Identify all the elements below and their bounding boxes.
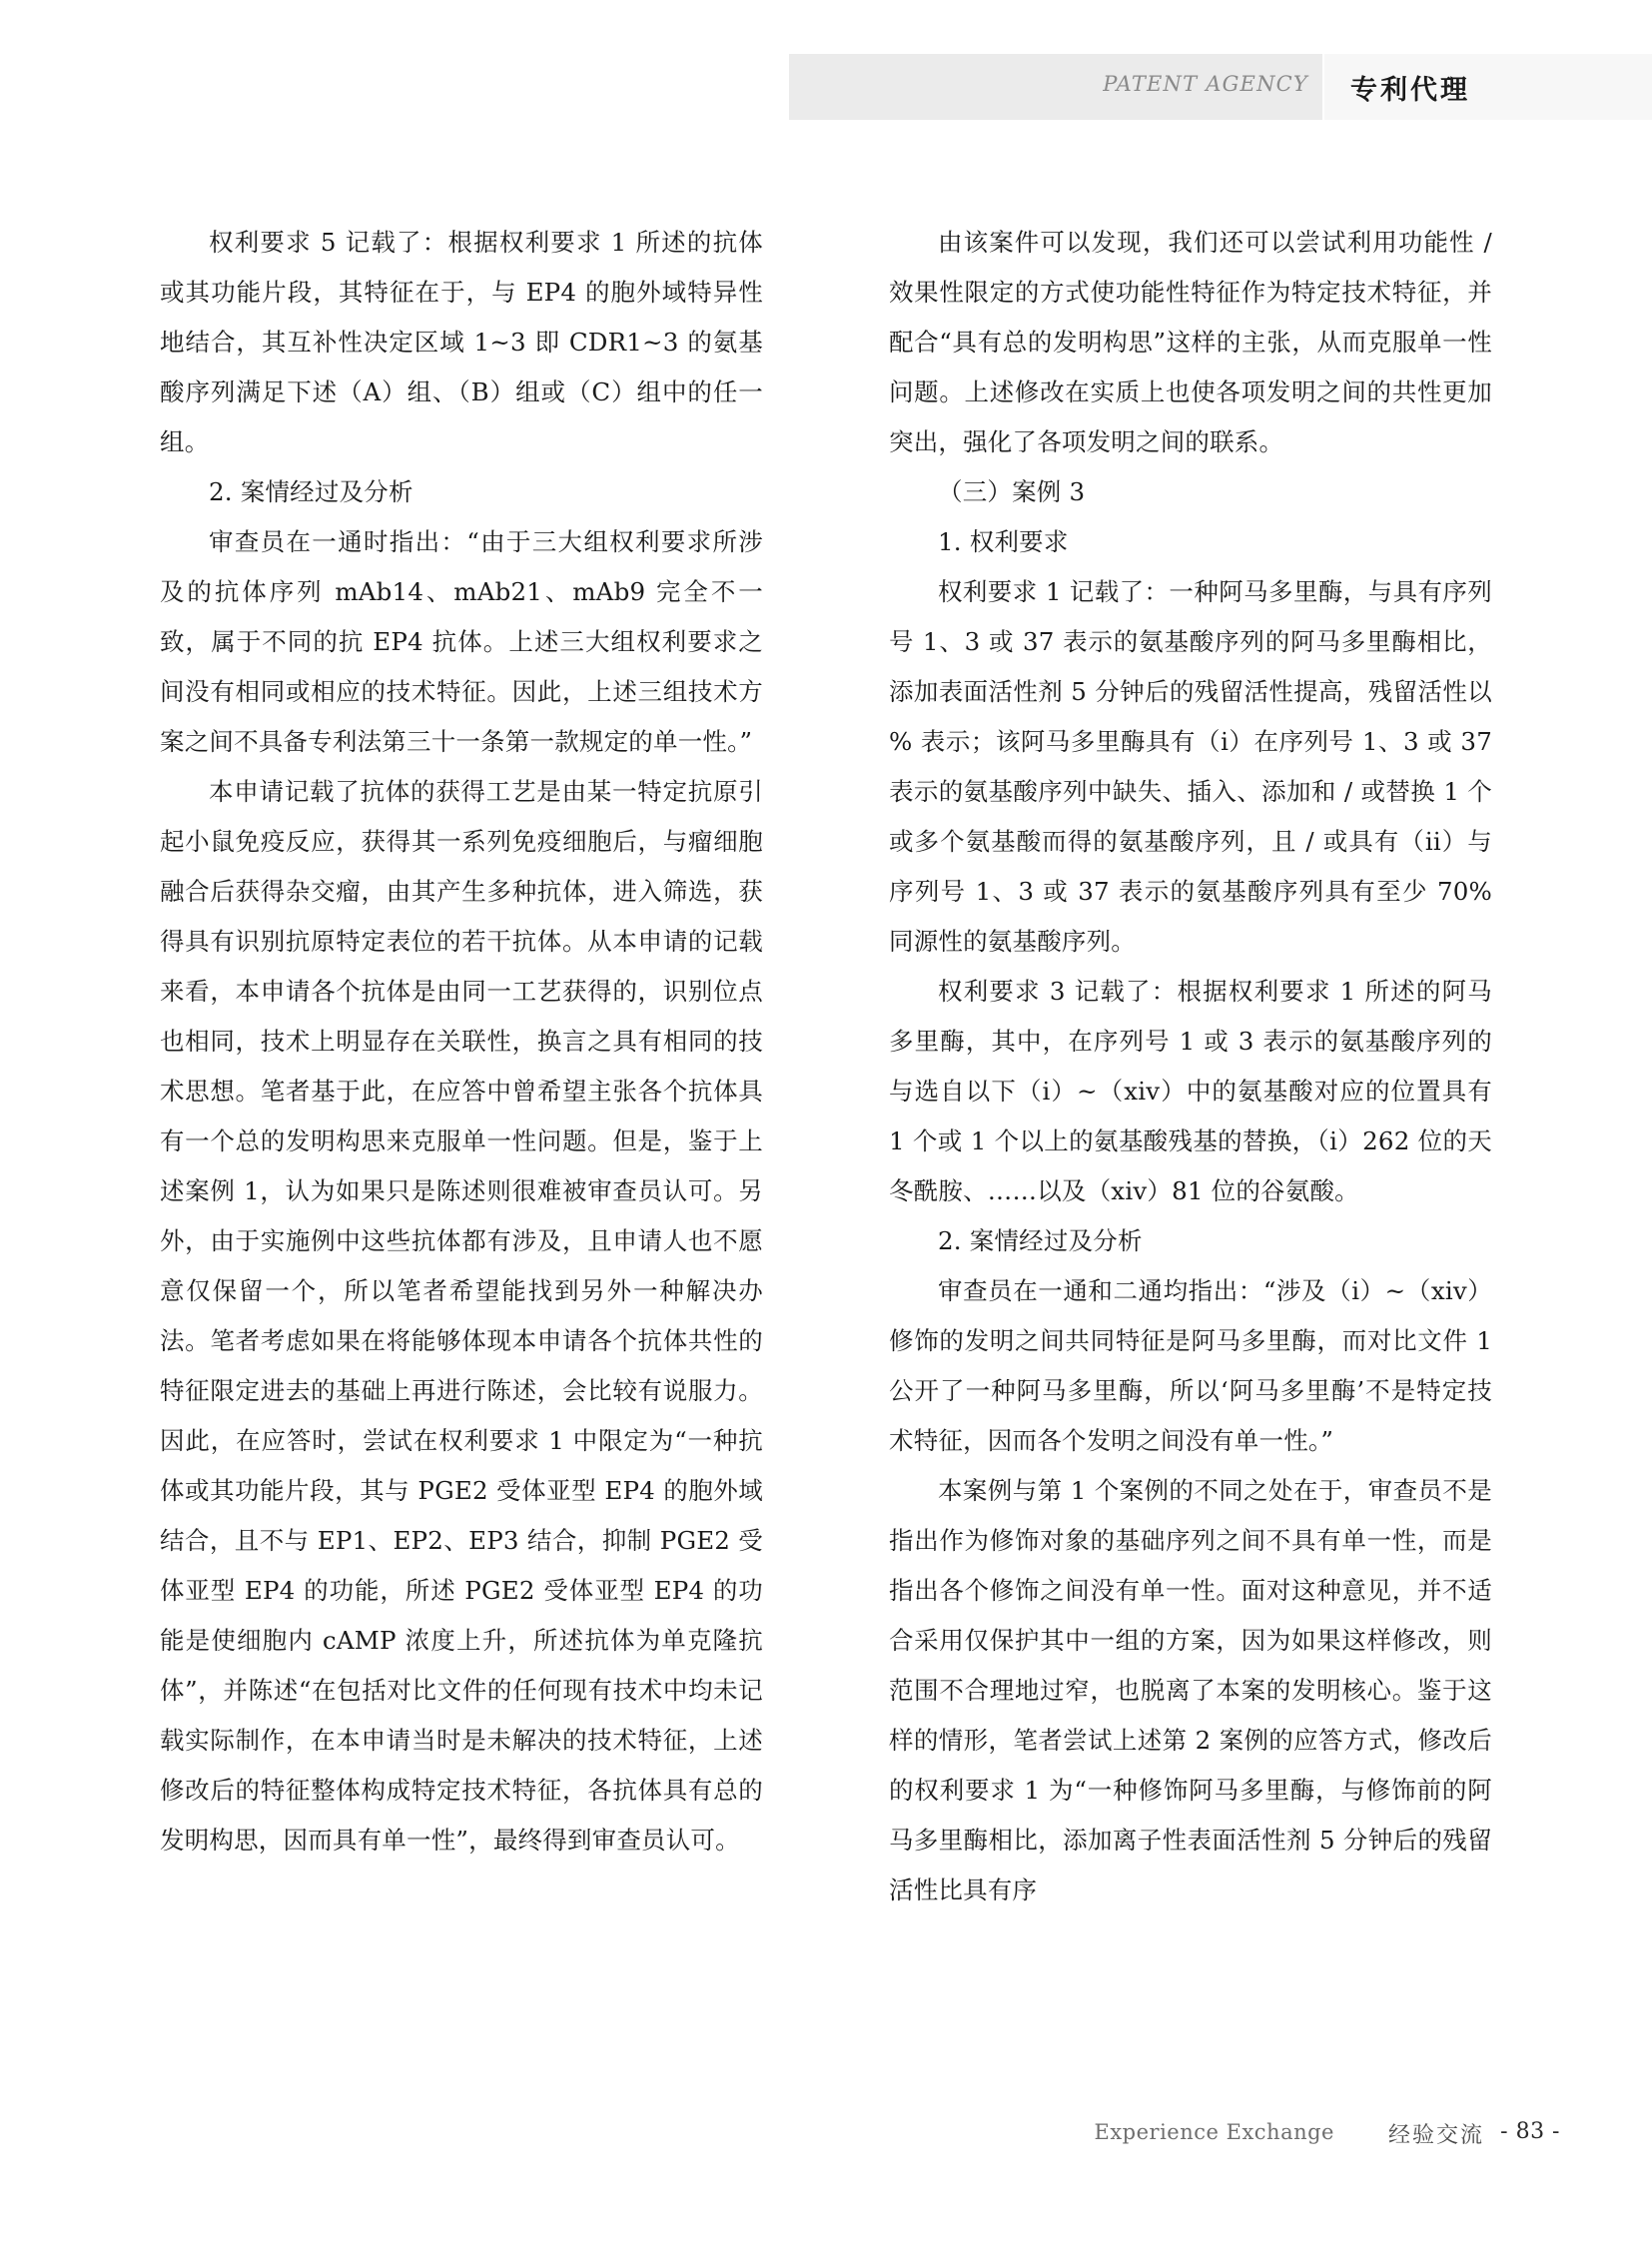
subsection-heading: 1. 权利要求: [938, 527, 1069, 556]
header-english-label: PATENT AGENCY: [1103, 72, 1308, 96]
header-chinese-label: 专利代理: [1350, 75, 1470, 106]
footer-english-label: Experience Exchange: [1094, 2120, 1334, 2144]
paragraph: 审查员在一通和二通均指出：“涉及（i）~（xiv）修饰的发明之间共同特征是阿马多里酶，而对比文件 1 公开了一种阿马多里酶，所以‘阿马多里酶’不是特定技术特征，因而各个发明之间没有单一性。”: [889, 1276, 1492, 1455]
page-header: [0, 54, 1652, 120]
subsection-heading: 2. 案情经过及分析: [938, 1226, 1143, 1255]
right-column: [889, 218, 1492, 1915]
paragraph: 权利要求 5 记载了：根据权利要求 1 所述的抗体或其功能片段，其特征在于，与 EP4 的胞外域特异性地结合，其互补性决定区域 1~3 即 CDR1~3 的氨基酸序列满足下述（A）组、（B）组或（C）组中的任一组。: [160, 228, 763, 456]
paragraph: 由该案件可以发现，我们还可以尝试利用功能性 / 效果性限定的方式使功能性特征作为特定技术特征，并配合“具有总的发明构思”这样的主张，从而克服单一性问题。上述修改在实质上也使各项发明之间的共性更加突出，强化了各项发明之间的联系。: [889, 228, 1492, 456]
page-footer: [0, 2120, 1652, 2154]
footer-chinese-label: 经验交流: [1387, 2123, 1484, 2148]
paragraph: 权利要求 3 记载了：根据权利要求 1 所述的阿马多里酶，其中，在序列号 1 或 3 表示的氨基酸序列的与选自以下（i）~（xiv）中的氨基酸对应的位置具有 1 个或 1 个以上的氨基酸残基的替换，（i）262 位的天冬酰胺、……以及（xiv）81 位的谷氨酸。: [889, 977, 1492, 1205]
page-number: - 83 -: [1500, 2119, 1560, 2144]
paragraph: 本申请记载了抗体的获得工艺是由某一特定抗原引起小鼠免疫反应，获得其一系列免疫细胞后，与瘤细胞融合后获得杂交瘤，由其产生多种抗体，进入筛选，获得具有识别抗原特定表位的若干抗体。从本申请的记载来看，本申请各个抗体是由同一工艺获得的，识别位点也相同，技术上明显存在关联性，换言之具有相同的技术思想。笔者基于此，在应答中曾希望主张各个抗体具有一个总的发明构思来克服单一性问题。但是，鉴于上述案例 1，认为如果只是陈述则很难被审查员认可。另外，由于实施例中这些抗体都有涉及，且申请人也不愿意仅保留一个，所以笔者希望能找到另外一种解决办法。笔者考虑如果在将能够体现本申请各个抗体共性的特征限定进去的基础上再进行陈述，会比较有说服力。因此，在应答时，尝试在权利要求 1 中限定为“一种抗体或其功能片段，其与 PGE2 受体亚型 EP4 的胞外域结合，且不与 EP1、EP2、EP3 结合，抑制 PGE2 受体亚型 EP4 的功能，所述 PGE2 受体亚型 EP4 的功能是使细胞内 cAMP 浓度上升，所述抗体为单克隆抗体”，并陈述“在包括对比文件的任何现有技术中均未记载实际制作，在本申请当时是未解决的技术特征，上述修改后的特征整体构成特定技术特征，各抗体具有总的发明构思，因而具有单一性”，最终得到审查员认可。: [160, 777, 763, 1855]
section-heading: （三）案例 3: [938, 477, 1086, 506]
paragraph: 本案例与第 1 个案例的不同之处在于，审查员不是指出作为修饰对象的基础序列之间不具有单一性，而是指出各个修饰之间没有单一性。面对这种意见，并不适合采用仅保护其中一组的方案，因为如果这样修改，则范围不合理地过窄，也脱离了本案的发明核心。鉴于这样的情形，笔者尝试上述第 2 案例的应答方式，修改后的权利要求 1 为“一种修饰阿马多里酶，与修饰前的阿马多里酶相比，添加离子性表面活性剂 5 分钟后的残留活性比具有序: [889, 1476, 1492, 1904]
paragraph: 权利要求 1 记载了：一种阿马多里酶，与具有序列号 1、3 或 37 表示的氨基酸序列的阿马多里酶相比，添加表面活性剂 5 分钟后的残留活性提高，残留活性以 % 表示；该阿马多里酶具有（i）在序列号 1、3 或 37 表示的氨基酸序列中缺失、插入、添加和 / 或替换 1 个或多个氨基酸而得的氨基酸序列，且 / 或具有（ii）与序列号 1、3 或 37 表示的氨基酸序列具有至少 70% 同源性的氨基酸序列。: [889, 577, 1492, 956]
left-column: [160, 218, 763, 1866]
section-heading: 2. 案情经过及分析: [209, 477, 413, 506]
paragraph: 审查员在一通时指出：“由于三大组权利要求所涉及的抗体序列 mAb14、mAb21、mAb9 完全不一致，属于不同的抗 EP4 抗体。上述三大组权利要求之间没有相同或相应的技术特征。因此，上述三组技术方案之间不具备专利法第三十一条第一款规定的单一性。”: [160, 527, 763, 756]
